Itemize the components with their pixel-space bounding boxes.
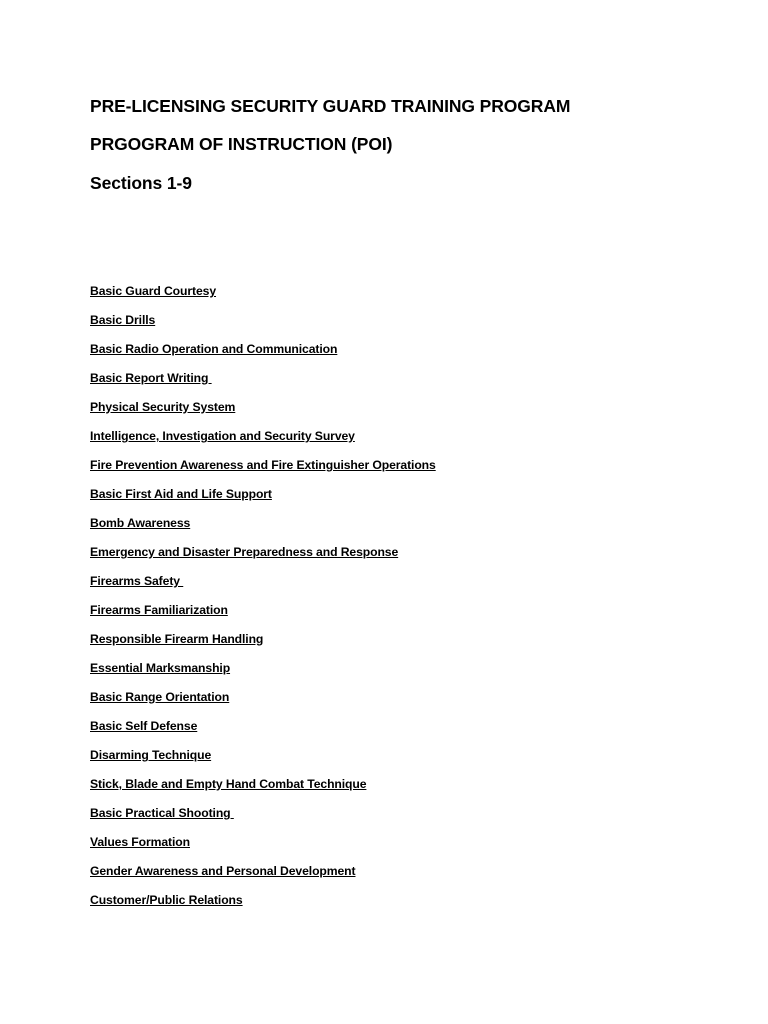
topic-item-basic-range-orientation: Basic Range Orientation (90, 690, 230, 704)
topic-list (90, 282, 436, 920)
topic-item-bomb-awareness: Bomb Awareness (90, 516, 191, 530)
topic-item-combat-technique: Stick, Blade and Empty Hand Combat Technique (90, 777, 367, 791)
sections-label: Sections 1-9 (90, 173, 192, 193)
topic-item-firearms-safety: Firearms Safety (90, 574, 184, 588)
document-subtitle: PRGOGRAM OF INSTRUCTION (POI) (90, 134, 393, 154)
topic-item-values-formation: Values Formation (90, 835, 190, 849)
topic-item-gender-awareness: Gender Awareness and Personal Development (90, 864, 356, 878)
topic-item-intelligence-investigation: Intelligence, Investigation and Security Survey (90, 429, 355, 443)
topic-item-basic-drills: Basic Drills (90, 313, 156, 327)
topic-item-physical-security-system: Physical Security System (90, 400, 236, 414)
topic-item-basic-practical-shooting: Basic Practical Shooting (90, 806, 234, 820)
topic-item-basic-report-writing: Basic Report Writing (90, 371, 212, 385)
topic-item-firearms-familiarization: Firearms Familiarization (90, 603, 228, 617)
topic-item-emergency-disaster: Emergency and Disaster Preparedness and Response (90, 545, 399, 559)
topic-item-basic-self-defense: Basic Self Defense (90, 719, 198, 733)
topic-item-disarming-technique: Disarming Technique (90, 748, 212, 762)
topic-item-customer-public-relations: Customer/Public Relations (90, 893, 243, 907)
topic-item-basic-first-aid: Basic First Aid and Life Support (90, 487, 272, 501)
topic-item-responsible-firearm-handling: Responsible Firearm Handling (90, 632, 264, 646)
document-title: PRE-LICENSING SECURITY GUARD TRAINING PROGRAM (90, 96, 571, 116)
topic-item-fire-prevention: Fire Prevention Awareness and Fire Extinguisher Operations (90, 458, 436, 472)
topic-item-basic-radio-operation: Basic Radio Operation and Communication (90, 342, 338, 356)
topic-item-essential-marksmanship: Essential Marksmanship (90, 661, 231, 675)
topic-item-basic-guard-courtesy: Basic Guard Courtesy (90, 284, 217, 298)
